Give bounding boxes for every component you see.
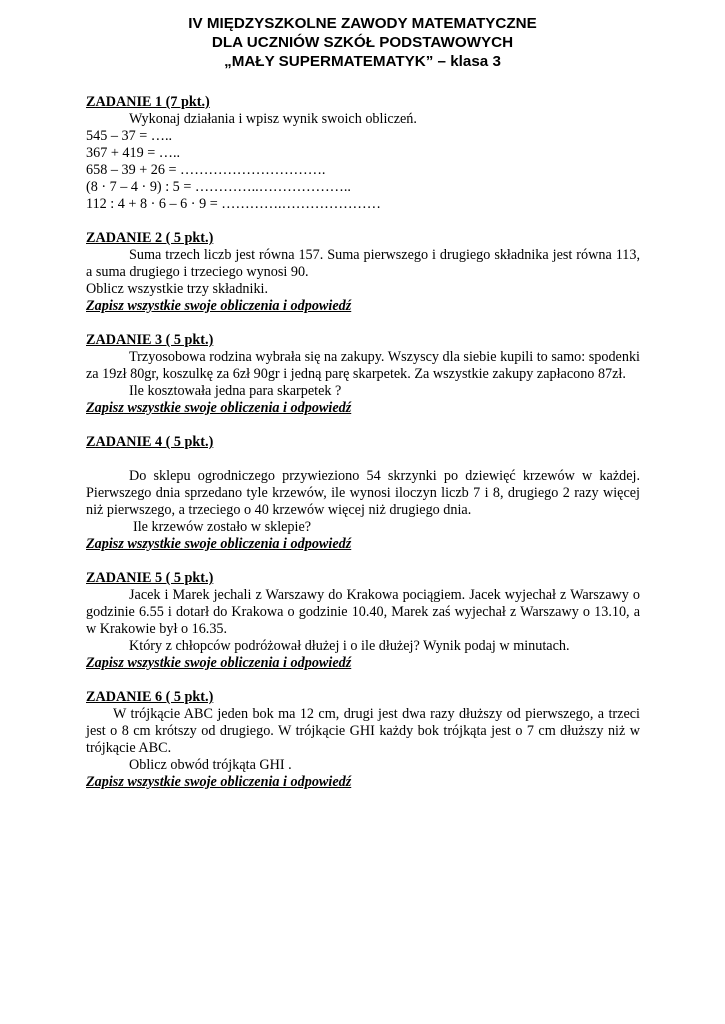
task-question: Oblicz wszystkie trzy składniki. (86, 281, 269, 297)
task-question: Ile kosztowała jedna para skarpetek ? (129, 383, 342, 399)
task-instruction: Zapisz wszystkie swoje obliczenia i odpowiedź (86, 774, 352, 790)
task-4 (86, 434, 640, 553)
task-instruction: Zapisz wszystkie swoje obliczenia i odpowiedź (86, 536, 352, 552)
task-question: Ile krzewów zostało w sklepie? (133, 519, 312, 535)
task-title: ZADANIE 4 ( 5 pkt.) (86, 434, 214, 450)
task-title: ZADANIE 5 ( 5 pkt.) (86, 570, 214, 586)
task-question: Który z chłopców podróżował dłużej i o ile dłużej? Wynik podaj w minutach. (129, 638, 570, 654)
task-instruction: Zapisz wszystkie swoje obliczenia i odpowiedź (86, 298, 352, 314)
task-5 (86, 570, 640, 672)
task-title: ZADANIE 6 ( 5 pkt.) (86, 689, 214, 705)
tasks-container (86, 94, 640, 808)
task-6 (86, 689, 640, 791)
equation-line: 112 : 4 + 8 · 6 – 6 · 9 = ………….………………… (86, 196, 381, 212)
task-text: Do sklepu ogrodniczego przywieziono 54 skrzynki po dziewięć krzewów w każdej. Pierwszego dnia sprzedano tyle krzewów, ile wynosi iloczyn liczb 7 i 8, drugiego 2 razy więcej niż pierwszego, a trzeciego o 40 krzewów więcej niż drugiego dnia. (86, 468, 640, 518)
equation-line: 545 – 37 = ….. (86, 128, 173, 144)
task-1 (86, 94, 640, 213)
task-2 (86, 230, 640, 315)
task-title: ZADANIE 2 ( 5 pkt.) (86, 230, 214, 246)
task-3 (86, 332, 640, 417)
task-question: Oblicz obwód trójkąta GHI . (129, 757, 292, 773)
task-text: Wykonaj działania i wpisz wynik swoich obliczeń. (129, 111, 417, 127)
equation-line: 658 – 39 + 26 = …………………………. (86, 162, 326, 178)
equation-line: (8 · 7 – 4 · 9) : 5 = …………..……………….. (86, 179, 351, 195)
equation-line: 367 + 419 = ….. (86, 145, 181, 161)
task-instruction: Zapisz wszystkie swoje obliczenia i odpowiedź (86, 655, 352, 671)
task-text: Suma trzech liczb jest równa 157. Suma pierwszego i drugiego składnika jest równa 113, a suma drugiego i trzeciego wynosi 90. (86, 247, 640, 280)
task-text: Jacek i Marek jechali z Warszawy do Krakowa pociągiem. Jacek wyjechał z Warszawy o godzinie 6.55 i dotarł do Krakowa o godzinie 10.40, Marek zaś wyjechał z Warszawy o 13.10, a w Krakowie był o 16.35. (86, 587, 640, 637)
task-instruction: Zapisz wszystkie swoje obliczenia i odpowiedź (86, 400, 352, 416)
task-title: ZADANIE 1 (7 pkt.) (86, 94, 210, 110)
task-title: ZADANIE 3 ( 5 pkt.) (86, 332, 214, 348)
task-text: Trzyosobowa rodzina wybrała się na zakupy. Wszyscy dla siebie kupili to samo: spodenki za 19zł 80gr, koszulkę za 6zł 90gr i jedną parę skarpetek. Za wszystkie zakupy zapłacono 87zł. (86, 349, 640, 382)
page-header (0, 14, 725, 71)
header-line-3: „MAŁY SUPERMATEMATYK” – klasa 3 (224, 53, 501, 70)
header-line-2: DLA UCZNIÓW SZKÓŁ PODSTAWOWYCH (211, 34, 514, 51)
task-text: W trójkącie ABC jeden bok ma 12 cm, drugi jest dwa razy dłuższy od pierwszego, a trzeci jest o 8 cm krótszy od drugiego. W trójkącie GHI każdy bok trójkąta jest o 7 cm dłuższy niż w trójkącie ABC. (86, 706, 640, 756)
header-line-1: IV MIĘDZYSZKOLNE ZAWODY MATEMATYCZNE (188, 15, 537, 32)
